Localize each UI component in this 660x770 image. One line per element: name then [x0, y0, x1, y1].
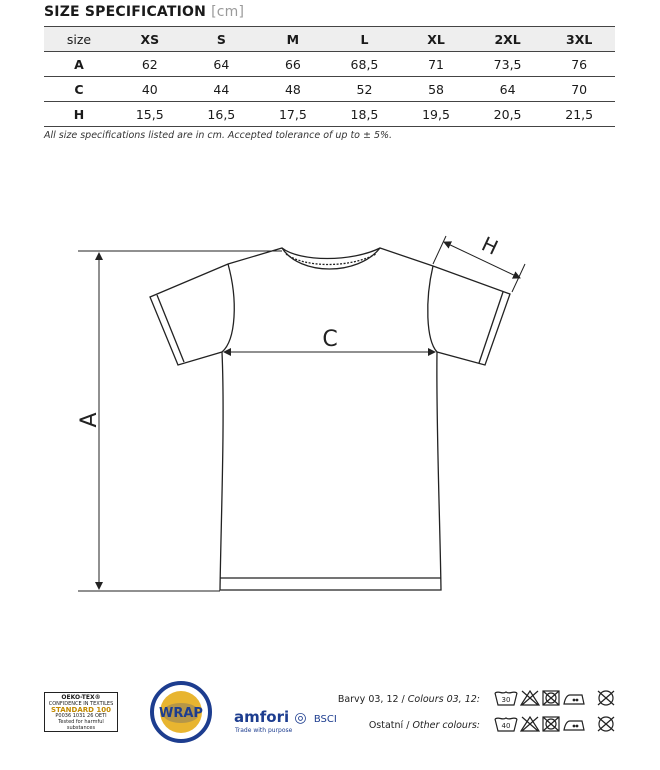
label-c: C: [322, 327, 338, 352]
column-header: XL: [427, 31, 445, 47]
no-dry-clean-icon: [598, 691, 614, 705]
tshirt-outline: [150, 248, 510, 590]
column-header: 2XL: [494, 31, 521, 47]
wrap-logo: [150, 681, 212, 743]
no-dry-clean-icon: [598, 717, 614, 731]
dimension-a: [78, 251, 282, 591]
row-label: C: [74, 81, 84, 97]
oeko-tex-logo: [44, 692, 118, 732]
bsci-icon: ◎: [294, 710, 307, 726]
table-cell: 40: [141, 81, 158, 97]
title-unit: [cm]: [211, 4, 245, 20]
table-cell: 20,5: [493, 106, 522, 122]
care-label-en: Other colours:: [412, 720, 480, 731]
table-cell: 76: [571, 56, 588, 72]
table-cell: 64: [499, 81, 516, 97]
amfori-name: amfori: [234, 708, 290, 726]
tolerance-note: All size specifications listed are in cm. Accepted tolerance of up to ± 5%.: [44, 130, 393, 141]
dimension-h: [433, 236, 525, 292]
table-cell: 62: [141, 56, 158, 72]
table-cell: 17,5: [278, 106, 307, 122]
table-cell: 19,5: [422, 106, 450, 122]
no-bleach-icon: [521, 691, 539, 705]
table-cell: 16,5: [207, 106, 236, 122]
no-bleach-icon: [521, 717, 539, 731]
table-cell: 70: [571, 81, 588, 97]
amfori-tagline: Trade with purpose: [235, 727, 293, 734]
care-label-cz: Ostatní /: [368, 720, 413, 731]
label-a: A: [77, 412, 102, 428]
care-label-other: [300, 720, 480, 731]
iron-icon: [564, 695, 584, 704]
iron-icon: [564, 721, 584, 730]
title-text: SIZE SPECIFICATION: [44, 4, 207, 20]
wrap-text: WRAP: [159, 706, 203, 721]
table-cell: 73,5: [493, 56, 522, 72]
care-label-cz: Barvy 03, 12 /: [337, 694, 408, 705]
oeko-code: P0036 1031 26 OETI: [55, 713, 107, 719]
table-cell: 15,5: [135, 106, 164, 122]
table-cell: 21,5: [565, 106, 594, 122]
column-header: size: [66, 31, 92, 47]
row-label: A: [74, 56, 84, 72]
table-cell: 58: [428, 81, 444, 97]
table-cell: 52: [356, 81, 373, 97]
care-label-en: Colours 03, 12:: [407, 694, 480, 705]
table-cell: 68,5: [350, 56, 379, 72]
table-cell: 48: [284, 81, 301, 97]
no-tumble-dry-icon: [543, 717, 559, 731]
wash-temp: 40: [501, 722, 511, 730]
table-cell: 71: [428, 56, 444, 72]
column-header: XS: [140, 31, 160, 47]
care-symbols-row-2: [494, 715, 616, 733]
column-header: L: [360, 31, 369, 47]
column-header: M: [286, 31, 300, 47]
amfori-bsci: BSCI: [313, 714, 337, 725]
oeko-standard: STANDARD 100: [50, 706, 112, 714]
column-header: S: [216, 31, 226, 47]
table-cell: 66: [284, 56, 301, 72]
table-cell: 18,5: [350, 106, 379, 122]
label-h: H: [478, 231, 502, 260]
row-label: H: [73, 106, 85, 122]
wash-temp: 30: [501, 696, 511, 704]
oeko-title: OEKO-TEX®: [61, 694, 101, 701]
oeko-tested: Tested for harmful substances: [58, 719, 104, 731]
oeko-sub: CONFIDENCE IN TEXTILES: [48, 701, 114, 707]
table-cell: 64: [213, 56, 230, 72]
table-cell: 44: [213, 81, 230, 97]
no-tumble-dry-icon: [543, 691, 559, 705]
column-header: 3XL: [566, 31, 593, 47]
care-label-colours: [300, 694, 480, 705]
care-symbols-row-1: [494, 689, 616, 707]
